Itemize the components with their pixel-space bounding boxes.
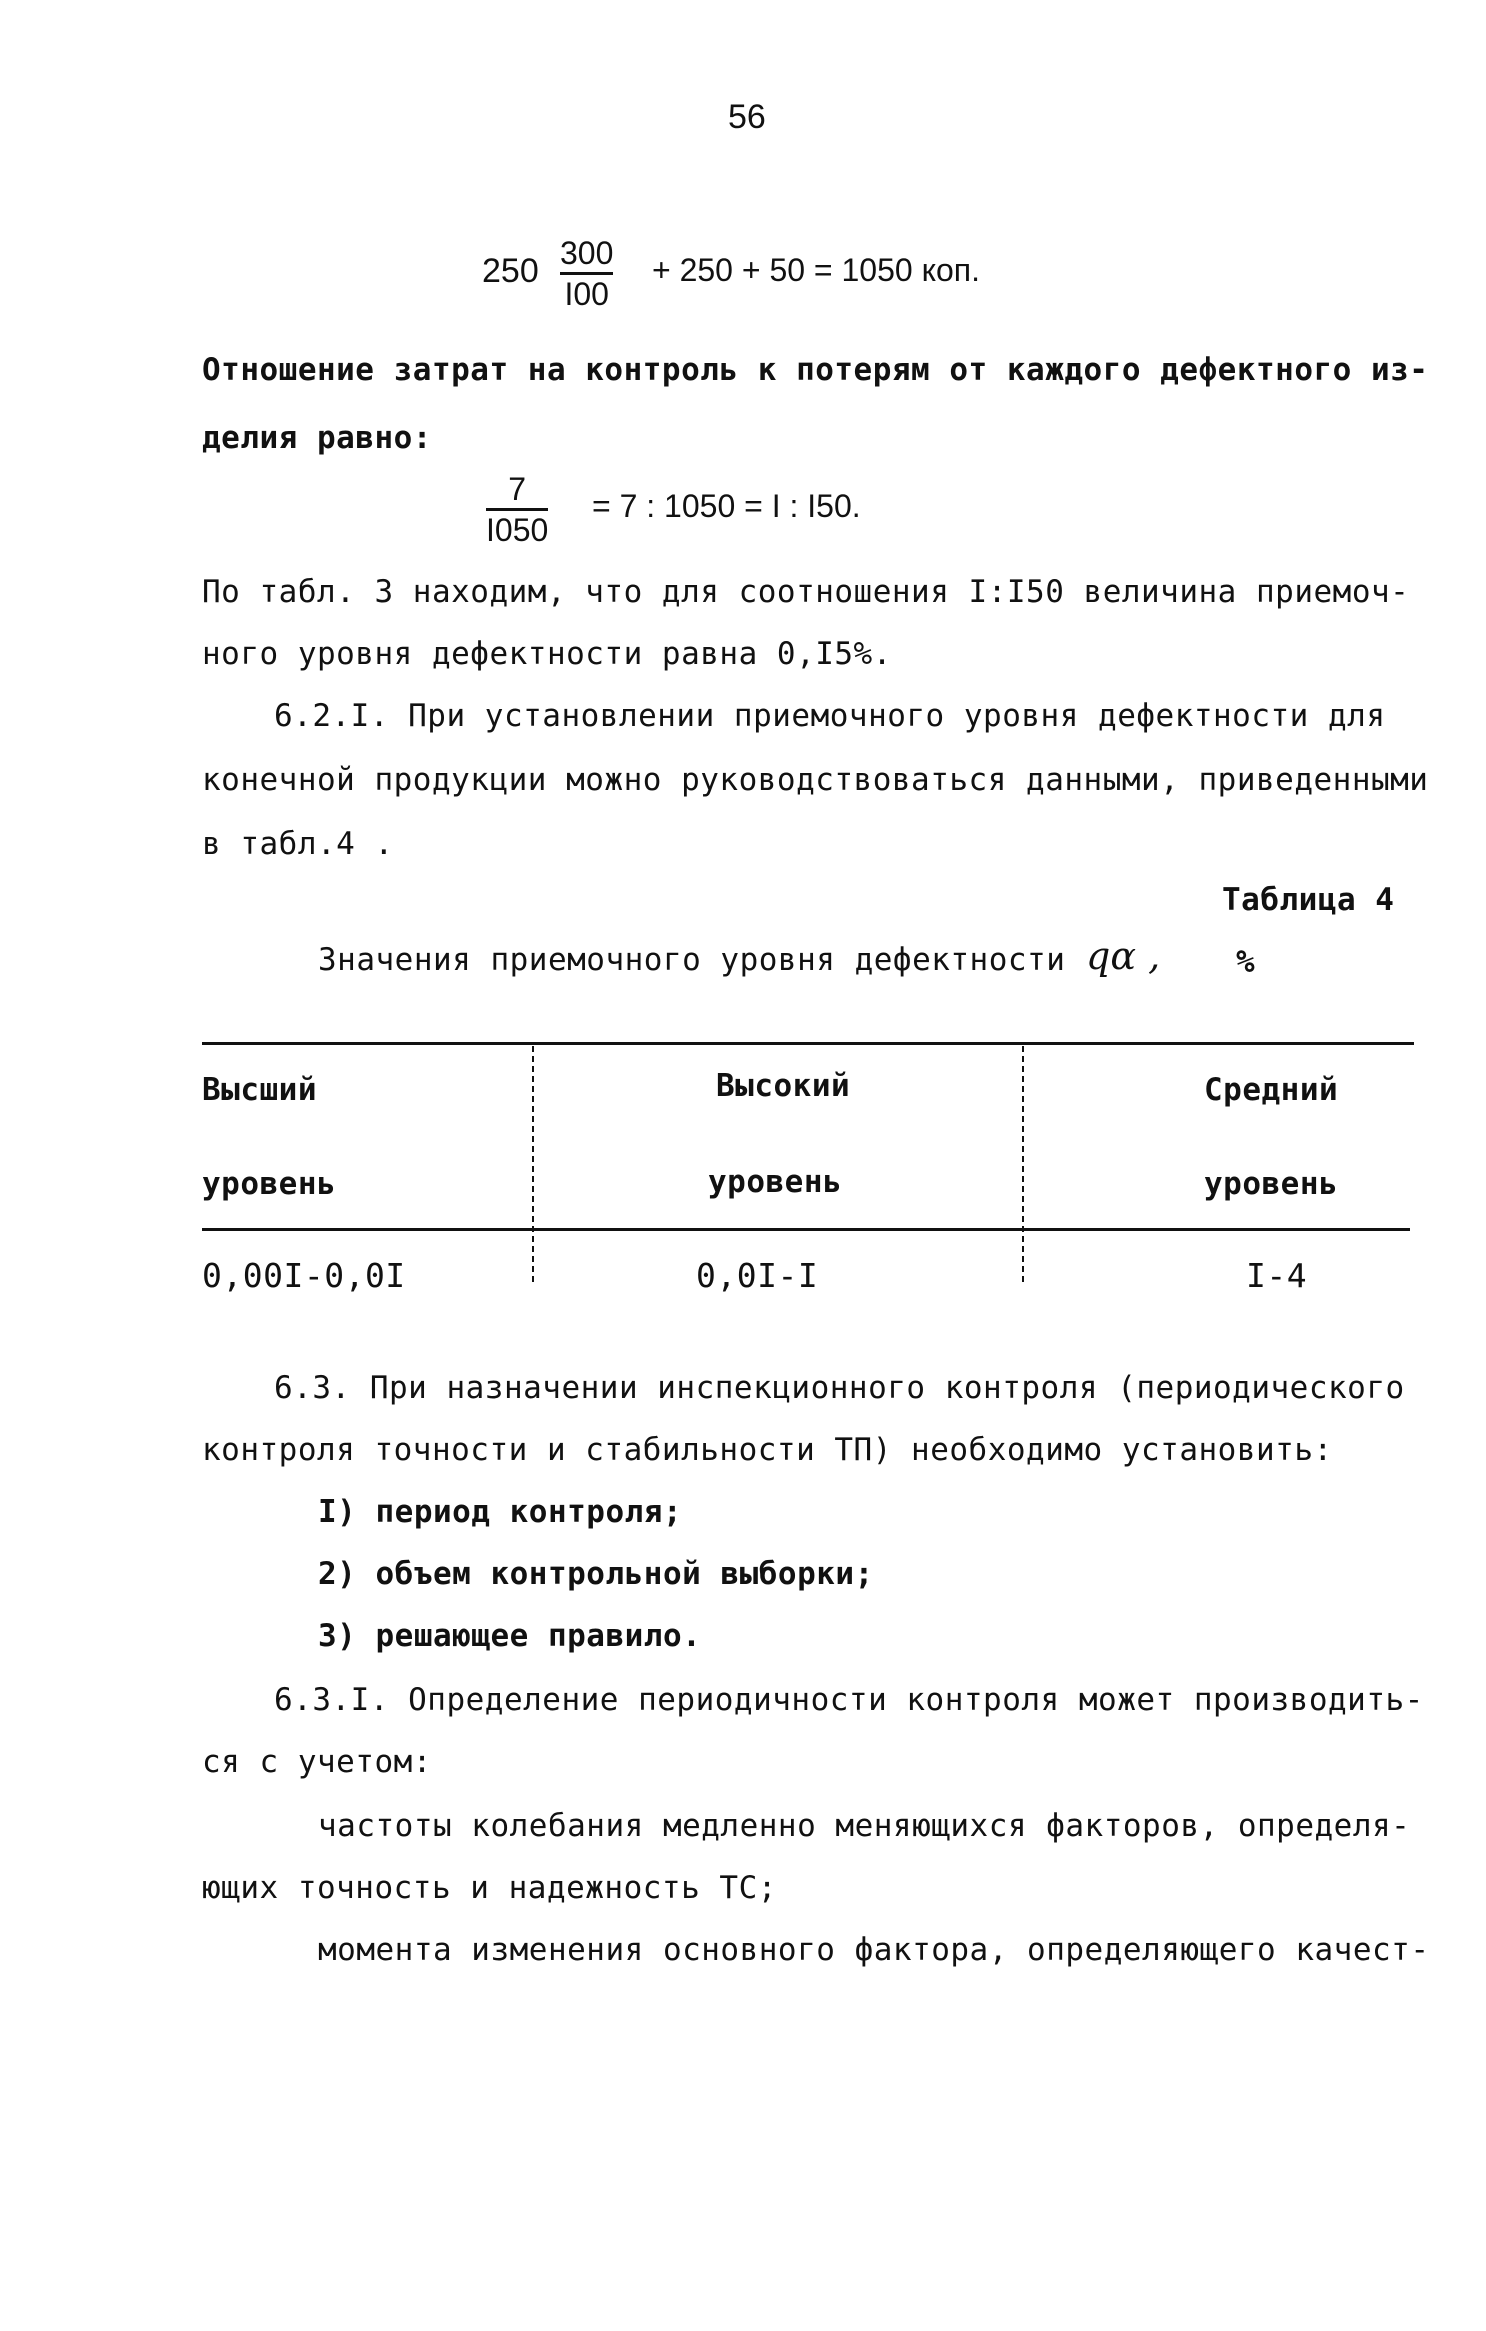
- para5-line2: ся с учетом:: [202, 1744, 432, 1780]
- para4-line2: контроля точности и стабильности ТП) необходимо установить:: [202, 1432, 1333, 1468]
- formula1-numerator: 300: [560, 235, 614, 271]
- table-cell-col2: 0,0I-I: [696, 1256, 819, 1295]
- para3-line2: конечной продукции можно руководствоваться данными, приведенными: [202, 762, 1429, 798]
- para2-line1: По табл. 3 находим, что для соотношения I:I50 величина приемоч-: [202, 574, 1410, 610]
- table-column-divider: [1022, 1046, 1024, 1282]
- para5-line5: момента изменения основного фактора, определяющего качест-: [318, 1932, 1430, 1968]
- para2-line2: ного уровня дефектности равна 0,I5%.: [202, 636, 892, 672]
- header-col1-line1: Высший: [202, 1072, 317, 1108]
- para5-line1: 6.3.I. Определение периодичности контроля может производить-: [274, 1682, 1424, 1718]
- formula1-denominator: I00: [564, 276, 609, 312]
- page-number: 56: [728, 98, 766, 136]
- para3-line1: 6.2.I. При установлении приемочного уровня дефектности для: [274, 698, 1386, 734]
- table-cell-col3: I-4: [1246, 1256, 1308, 1295]
- table-top-rule: [202, 1042, 1414, 1045]
- table-column-divider: [532, 1046, 534, 1282]
- para1-line1: Отношение затрат на контроль к потерям от каждого дефектного из-: [202, 352, 1429, 388]
- formula1-fraction: [560, 234, 613, 313]
- table-cell-col1: 0,00I-0,0I: [202, 1256, 406, 1295]
- header-col2-line2: уровень: [708, 1164, 843, 1200]
- formula2-numerator: 7: [508, 471, 527, 507]
- para1-line2: делия равно:: [202, 420, 432, 456]
- table-label: Таблица 4: [1222, 882, 1395, 918]
- table-symbol: qα ,: [1086, 934, 1161, 978]
- table-header-rule: [202, 1228, 1410, 1231]
- header-col3-line1: Средний: [1204, 1072, 1339, 1108]
- para4-item3: 3) решающее правило.: [318, 1618, 702, 1654]
- formula1-lead: 250: [482, 252, 539, 290]
- header-col2-line1: Высокий: [716, 1068, 851, 1104]
- formula2-denominator: I050: [486, 512, 549, 548]
- para4-item1: I) период контроля;: [318, 1494, 683, 1530]
- para4-item2: 2) объем контрольной выборки;: [318, 1556, 874, 1592]
- para5-line3: частоты колебания медленно меняющихся факторов, определя-: [318, 1808, 1411, 1844]
- table-caption: Значения приемочного уровня дефектности: [318, 942, 1066, 978]
- formula1-rest: + 250 + 50 = 1050 коп.: [652, 252, 980, 288]
- formula2-rest: = 7 : 1050 = I : I50.: [592, 488, 861, 524]
- table-unit: %: [1236, 944, 1256, 980]
- para3-line3: в табл.4 .: [202, 826, 394, 862]
- header-col1-line2: уровень: [202, 1166, 337, 1202]
- header-col3-line2: уровень: [1204, 1166, 1339, 1202]
- para4-line1: 6.3. При назначении инспекционного контроля (периодического: [274, 1370, 1405, 1406]
- formula2-fraction: [486, 470, 548, 549]
- para5-line4: ющих точность и надежность ТС;: [202, 1870, 777, 1906]
